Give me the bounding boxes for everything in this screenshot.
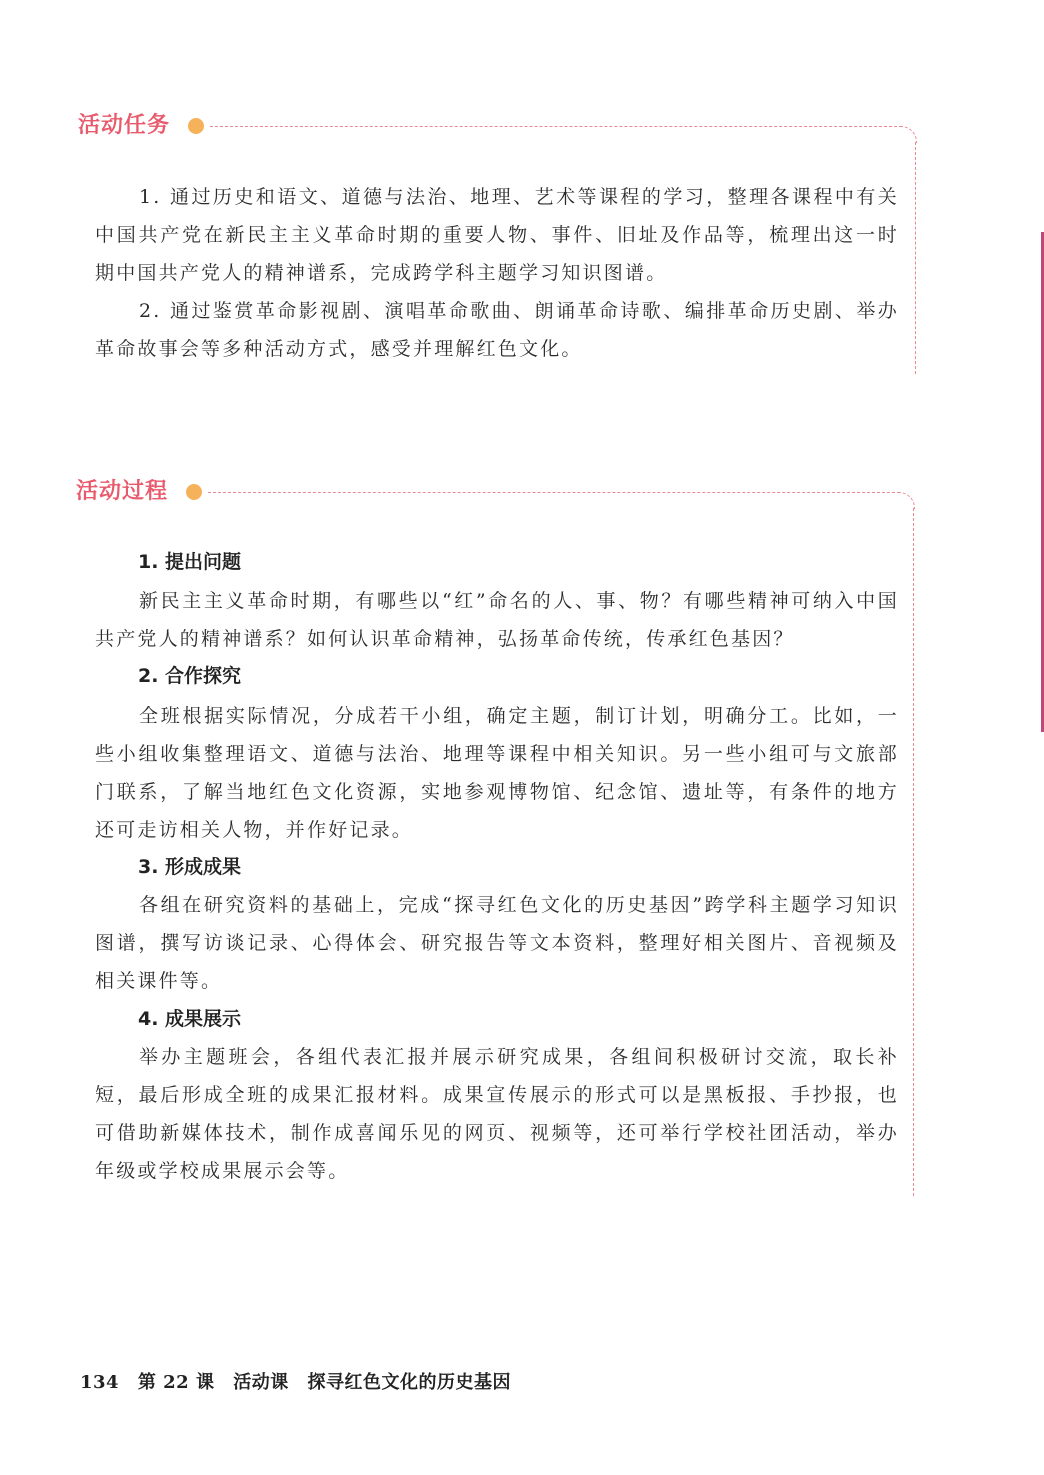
step-4-heading: 4. 成果展示 xyxy=(138,1008,242,1030)
task-frame-corner xyxy=(900,126,917,143)
task-section-title: 活动任务 xyxy=(78,113,171,138)
process-section-title: 活动过程 xyxy=(76,479,169,504)
lesson-topic: 探寻红色文化的历史基因 xyxy=(307,1372,512,1393)
step-2-text: 全班根据实际情况，分成若干小组，确定主题，制订计划，明确分工。比如，一些小组收集整理语文、道德与法治、地理等课程中相关知识。另一些小组可与文旅部门联系，了解当地红色文化资源，实地参观博物馆、纪念馆、遗址等，有条件的地方还可走访相关人物，并作好记录。 xyxy=(95,705,899,841)
process-frame-corner xyxy=(898,492,915,509)
step-3-heading: 3. 形成成果 xyxy=(138,856,242,878)
process-frame-top xyxy=(208,492,900,493)
lesson-category: 活动课 xyxy=(233,1372,289,1393)
task-item-1: 1. 通过历史和语文、道德与法治、地理、艺术等课程的学习，整理各课程中有关中国共产党在新民主主义革命时期的重要人物、事件、旧址及作品等，梳理出这一时期中国共产党人的精神谱系，完成跨学科主题学习知识图谱。 xyxy=(95,186,899,284)
page-footer xyxy=(80,1368,523,1394)
page-number: 134 xyxy=(80,1372,120,1393)
step-1-heading: 1. 提出问题 xyxy=(138,551,242,573)
step-4-text: 举办主题班会，各组代表汇报并展示研究成果，各组间积极研讨交流，取长补短，最后形成全班的成果汇报材料。成果宣传展示的形式可以是黑板报、手抄报，也可借助新媒体技术，制作成喜闻乐见的网页、视频等，还可举行学校社团活动，举办年级或学校成果展示会等。 xyxy=(95,1046,899,1182)
process-title-dot-icon xyxy=(186,484,202,500)
step-3-text: 各组在研究资料的基础上，完成“探寻红色文化的历史基因”跨学科主题学习知识图谱，撰写访谈记录、心得体会、研究报告等文本资料，整理好相关图片、音视频及相关课件等。 xyxy=(95,894,899,992)
step-1-text: 新民主主义革命时期，有哪些以“红”命名的人、事、物？有哪些精神可纳入中国共产党人的精神谱系？如何认识革命精神，弘扬革命传统，传承红色基因？ xyxy=(95,590,899,650)
task-frame-right xyxy=(915,142,916,374)
step-2-heading: 2. 合作探究 xyxy=(138,665,242,687)
task-frame-top xyxy=(210,126,902,127)
task-title-dot-icon xyxy=(188,118,204,134)
lesson-number: 第 22 课 xyxy=(137,1372,215,1393)
process-frame-right xyxy=(913,508,914,1196)
task-item-2: 2. 通过鉴赏革命影视剧、演唱革命歌曲、朗诵革命诗歌、编排革命历史剧、举办革命故事会等多种活动方式，感受并理解红色文化。 xyxy=(95,300,899,360)
